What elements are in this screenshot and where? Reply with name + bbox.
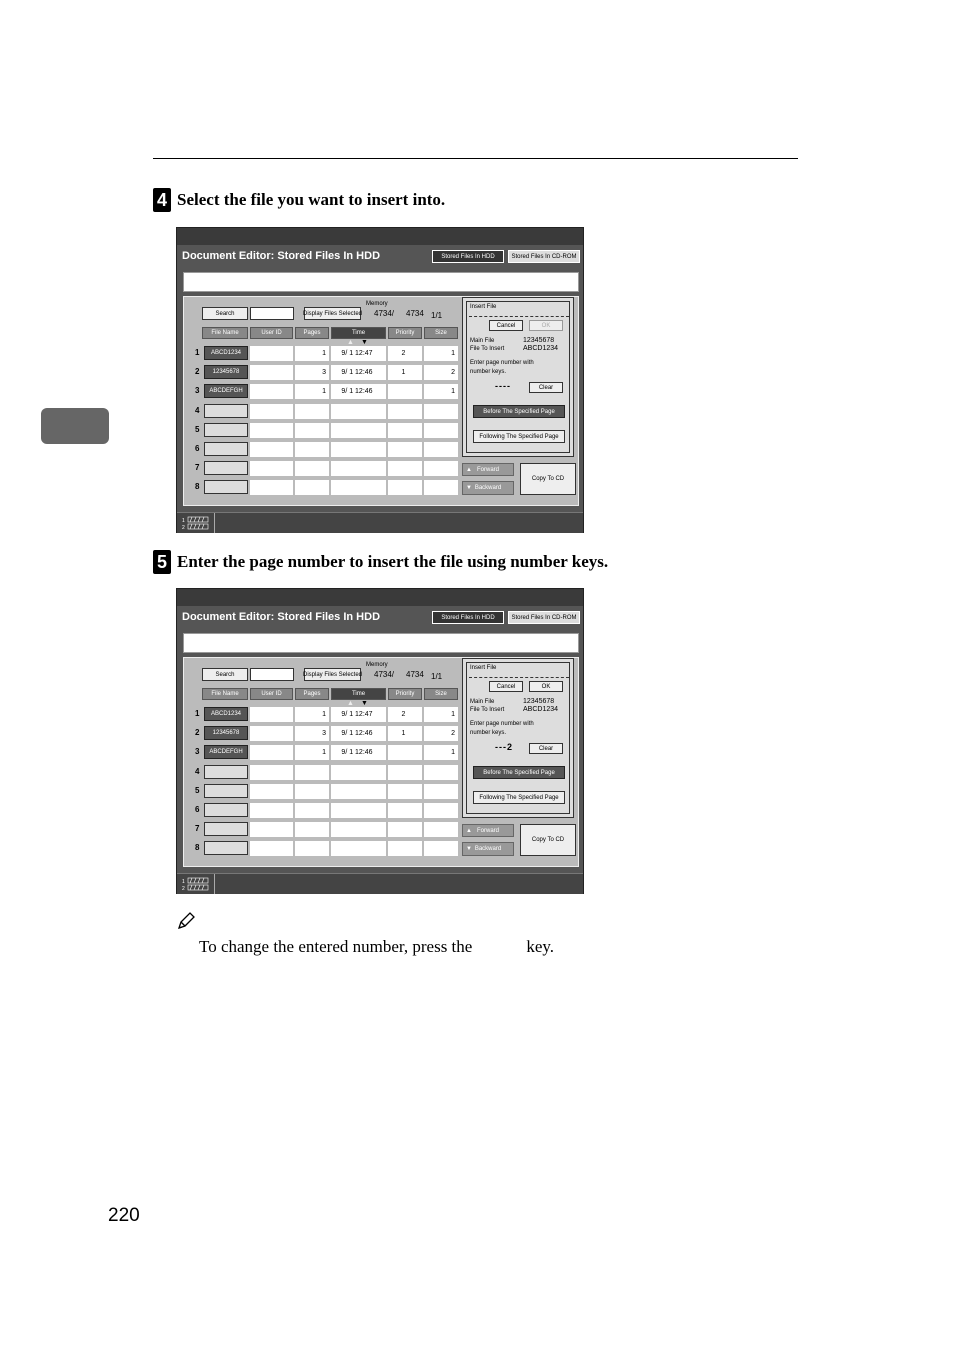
size-cell: 2	[424, 365, 458, 380]
size-cell: 1	[424, 707, 458, 722]
file-name-button[interactable]	[204, 765, 248, 779]
enter-page-instruction-1: Enter page number with	[470, 360, 534, 366]
pages-cell: 1	[295, 346, 329, 361]
following-specified-page-button[interactable]: Following The Specified Page	[473, 791, 565, 804]
up-arrow-icon: ▲	[466, 827, 472, 834]
priority-cell: 2	[388, 707, 422, 722]
pages-cell	[295, 423, 329, 438]
up-arrow-icon: ▲	[466, 466, 472, 473]
svg-text:2: 2	[182, 525, 185, 530]
priority-cell	[388, 404, 422, 419]
priority-cell	[388, 784, 422, 799]
col-time[interactable]: Time	[331, 327, 386, 339]
row-number: 3	[195, 747, 200, 757]
file-name-button[interactable]	[204, 442, 248, 456]
user-id-cell	[250, 423, 293, 438]
tray-status-icon	[181, 516, 209, 530]
stored-files-cdrom-button[interactable]: Stored Files In CD-ROM	[508, 611, 580, 624]
pages-cell: 1	[295, 745, 329, 760]
file-name-button[interactable]: 12345678	[204, 365, 248, 379]
search-input[interactable]	[250, 307, 294, 320]
memory-total: 4734	[406, 670, 424, 679]
step-number: 4	[153, 188, 171, 212]
priority-cell	[388, 442, 422, 457]
down-arrow-icon: ▼	[466, 485, 472, 491]
user-id-cell	[250, 480, 293, 495]
note-text-before: To change the entered number, press the	[199, 937, 473, 956]
pages-cell	[295, 480, 329, 495]
file-name-button[interactable]	[204, 784, 248, 798]
status-bar	[177, 873, 583, 894]
file-name-button[interactable]: ABCDEFGH	[204, 384, 248, 398]
tray-status-icon	[181, 877, 209, 891]
stored-files-hdd-button[interactable]: Stored Files In HDD	[432, 250, 504, 263]
col-time[interactable]: Time	[331, 688, 386, 700]
memory-value: 4734/	[374, 670, 395, 679]
file-name-button[interactable]: ABCD1234	[204, 707, 248, 721]
priority-cell	[388, 461, 422, 476]
table-row[interactable]	[195, 383, 460, 400]
priority-cell: 1	[388, 365, 422, 380]
table-row[interactable]	[195, 364, 460, 381]
search-button[interactable]: Search	[202, 307, 248, 320]
page-indicator: 1/1	[431, 311, 443, 320]
time-cell: 9/ 1 12:46	[331, 726, 386, 741]
page-number-entry[interactable]: ---2	[495, 742, 513, 752]
insert-file-dialog	[462, 658, 574, 818]
pages-cell	[295, 822, 329, 837]
main-file-label: Main File	[470, 699, 495, 705]
size-cell	[424, 803, 458, 818]
before-specified-page-button[interactable]: Before The Specified Page	[473, 766, 565, 779]
col-pages[interactable]: Pages	[295, 688, 329, 700]
screen-step-5	[176, 588, 584, 894]
memory-label: Memory	[366, 301, 388, 307]
row-number: 6	[195, 444, 200, 453]
memory-label: Memory	[366, 662, 388, 668]
backward-button[interactable]	[462, 481, 514, 495]
pages-cell: 1	[295, 707, 329, 722]
backward-label: Backward	[474, 485, 502, 491]
file-name-button[interactable]: ABCDEFGH	[204, 745, 248, 759]
priority-cell	[388, 745, 422, 760]
table-row[interactable]	[195, 821, 460, 838]
pages-cell	[295, 765, 329, 780]
stored-files-hdd-button[interactable]: Stored Files In HDD	[432, 611, 504, 624]
size-cell	[424, 784, 458, 799]
insert-file-dialog	[462, 297, 574, 457]
svg-text:1: 1	[182, 518, 185, 524]
col-priority[interactable]: Priority	[388, 688, 422, 700]
step-5	[153, 550, 608, 574]
forward-label: Forward	[476, 466, 499, 473]
priority-cell	[388, 822, 422, 837]
search-input[interactable]	[250, 668, 294, 681]
user-id-cell	[250, 841, 293, 856]
table-row[interactable]	[195, 460, 460, 477]
file-name-button[interactable]	[204, 423, 248, 437]
user-id-cell	[250, 384, 293, 399]
time-cell	[331, 803, 386, 818]
time-cell: 9/ 1 12:47	[331, 346, 386, 361]
page-number-entry[interactable]: ----	[495, 381, 511, 391]
backward-button[interactable]	[462, 842, 514, 856]
cancel-button[interactable]: Cancel	[489, 681, 523, 692]
file-name-button[interactable]: ABCD1234	[204, 346, 248, 360]
status-bar	[177, 512, 583, 533]
time-cell	[331, 765, 386, 780]
user-id-cell	[250, 745, 293, 760]
user-id-cell	[250, 726, 293, 741]
file-name-button[interactable]	[204, 480, 248, 494]
user-id-cell	[250, 707, 293, 722]
file-name-button[interactable]	[204, 803, 248, 817]
row-number: 7	[195, 824, 200, 834]
forward-button[interactable]	[462, 824, 514, 837]
time-cell	[331, 423, 386, 438]
enter-page-instruction-2: number keys.	[470, 369, 507, 375]
col-user-id[interactable]: User ID	[250, 327, 293, 339]
step-text: Enter the page number to insert the file using number keys.	[177, 552, 609, 571]
main-file-value: 12345678	[523, 698, 555, 705]
file-to-insert-value: ABCD1234	[523, 345, 559, 352]
user-id-cell	[250, 442, 293, 457]
col-file-name[interactable]: File Name	[202, 688, 248, 700]
stored-files-cdrom-button[interactable]: Stored Files In CD-ROM	[508, 250, 580, 263]
time-cell	[331, 784, 386, 799]
pages-cell: 3	[295, 726, 329, 741]
page-indicator: 1/1	[431, 672, 443, 681]
row-number: 4	[195, 405, 200, 415]
row-number: 2	[195, 728, 200, 738]
table-row[interactable]	[195, 403, 460, 420]
table-row[interactable]	[195, 802, 460, 819]
col-size[interactable]: Size	[424, 327, 458, 339]
pages-cell	[295, 803, 329, 818]
priority-cell: 1	[388, 726, 422, 741]
col-user-id[interactable]: User ID	[250, 688, 293, 700]
size-cell	[424, 442, 458, 457]
row-number: 7	[195, 463, 200, 473]
display-files-selected-button[interactable]: Display Files Selected	[304, 668, 361, 681]
ok-button[interactable]: OK	[529, 320, 563, 331]
pages-cell	[295, 784, 329, 799]
pages-cell: 3	[295, 365, 329, 380]
row-number: 4	[195, 766, 200, 776]
col-size[interactable]: Size	[424, 688, 458, 700]
size-cell	[424, 765, 458, 780]
table-row[interactable]	[195, 422, 460, 439]
sort-ascending-icon: ▲	[347, 339, 354, 346]
priority-cell	[388, 384, 422, 399]
user-id-cell	[250, 346, 293, 361]
before-specified-page-button[interactable]: Before The Specified Page	[473, 405, 565, 418]
table-row[interactable]	[195, 345, 460, 362]
main-file-value: 12345678	[523, 337, 555, 344]
user-id-cell	[250, 765, 293, 780]
user-id-cell	[250, 365, 293, 380]
size-cell	[424, 461, 458, 476]
time-cell: 9/ 1 12:46	[331, 745, 386, 760]
file-name-button[interactable]: 12345678	[204, 726, 248, 740]
size-cell: 1	[424, 384, 458, 399]
size-cell: 2	[424, 726, 458, 741]
cancel-button[interactable]: Cancel	[489, 320, 523, 331]
table-row[interactable]	[195, 479, 460, 496]
row-number: 1	[195, 348, 200, 357]
table-row[interactable]	[195, 706, 460, 723]
pages-cell	[295, 461, 329, 476]
user-id-cell	[250, 404, 293, 419]
memory-total: 4734	[406, 309, 424, 318]
size-cell	[424, 841, 458, 856]
row-number: 8	[195, 843, 200, 853]
step-text: Select the file you want to insert into.	[177, 190, 446, 209]
time-cell	[331, 841, 386, 856]
time-cell: 9/ 1 12:47	[331, 707, 386, 722]
table-row[interactable]	[195, 764, 460, 781]
sort-descending-icon: ▼	[361, 339, 368, 346]
clear-button[interactable]: Clear	[529, 382, 563, 393]
col-file-name[interactable]: File Name	[202, 327, 248, 339]
row-number: 8	[195, 482, 200, 492]
file-to-insert-label: File To Insert	[470, 707, 505, 713]
file-name-button[interactable]	[204, 841, 248, 855]
down-arrow-icon: ▼	[466, 846, 472, 852]
enter-page-instruction-2: number keys.	[470, 730, 507, 736]
col-pages[interactable]: Pages	[295, 327, 329, 339]
clear-button[interactable]: Clear	[529, 743, 563, 754]
size-cell	[424, 822, 458, 837]
copy-to-cd-button[interactable]: Copy To CD	[520, 824, 576, 856]
table-row[interactable]	[195, 744, 460, 761]
pages-cell	[295, 404, 329, 419]
user-id-cell	[250, 784, 293, 799]
time-cell: 9/ 1 12:46	[331, 384, 386, 399]
step-number: 5	[153, 550, 171, 574]
file-name-button[interactable]	[204, 461, 248, 475]
time-cell	[331, 442, 386, 457]
chapter-tab-marker	[41, 408, 109, 444]
row-number: 5	[195, 785, 200, 795]
page-number: 220	[108, 1205, 140, 1226]
table-row[interactable]	[195, 783, 460, 800]
priority-cell	[388, 423, 422, 438]
time-cell	[331, 461, 386, 476]
display-files-selected-button[interactable]: Display Files Selected	[304, 307, 361, 320]
screen-step-4	[176, 227, 584, 533]
following-specified-page-button[interactable]: Following The Specified Page	[473, 430, 565, 443]
svg-text:1: 1	[182, 879, 185, 885]
forward-button[interactable]	[462, 463, 514, 476]
table-row[interactable]	[195, 725, 460, 742]
priority-cell: 2	[388, 346, 422, 361]
row-number: 5	[195, 424, 200, 434]
screen-top-bar	[177, 589, 583, 606]
note-text	[199, 937, 554, 957]
note-text-after: key.	[526, 937, 555, 956]
note-pencil-icon	[177, 912, 195, 930]
time-cell	[331, 822, 386, 837]
backward-label: Backward	[474, 846, 502, 852]
sort-descending-icon: ▼	[361, 700, 368, 707]
row-number: 6	[195, 805, 200, 814]
table-row[interactable]	[195, 441, 460, 458]
file-to-insert-label: File To Insert	[470, 346, 505, 352]
size-cell	[424, 480, 458, 495]
row-number: 2	[195, 367, 200, 377]
priority-cell	[388, 480, 422, 495]
priority-cell	[388, 803, 422, 818]
user-id-cell	[250, 461, 293, 476]
time-cell	[331, 404, 386, 419]
forward-label: Forward	[476, 827, 499, 834]
size-cell: 1	[424, 346, 458, 361]
sort-ascending-icon: ▲	[347, 700, 354, 707]
priority-cell	[388, 841, 422, 856]
header-rule	[153, 158, 798, 159]
row-number: 3	[195, 386, 200, 396]
search-button[interactable]: Search	[202, 668, 248, 681]
user-id-cell	[250, 803, 293, 818]
pages-cell: 1	[295, 384, 329, 399]
memory-value: 4734/	[374, 309, 395, 318]
pages-cell	[295, 841, 329, 856]
ok-button[interactable]: OK	[529, 681, 563, 692]
screen-top-bar	[177, 228, 583, 245]
file-name-button[interactable]	[204, 822, 248, 836]
pages-cell	[295, 442, 329, 457]
file-name-button[interactable]	[204, 404, 248, 418]
user-id-cell	[250, 822, 293, 837]
insert-file-title: Insert File	[470, 304, 497, 310]
row-number: 1	[195, 709, 200, 718]
main-file-label: Main File	[470, 338, 495, 344]
file-list-panel	[183, 296, 579, 506]
col-priority[interactable]: Priority	[388, 327, 422, 339]
svg-text:2: 2	[182, 886, 185, 891]
message-bar	[183, 633, 579, 653]
time-cell: 9/ 1 12:46	[331, 365, 386, 380]
size-cell	[424, 423, 458, 438]
copy-to-cd-button[interactable]: Copy To CD	[520, 463, 576, 495]
priority-cell	[388, 765, 422, 780]
message-bar	[183, 272, 579, 292]
file-to-insert-value: ABCD1234	[523, 706, 559, 713]
size-cell	[424, 404, 458, 419]
enter-page-instruction-1: Enter page number with	[470, 721, 534, 727]
insert-file-title: Insert File	[470, 665, 497, 671]
size-cell: 1	[424, 745, 458, 760]
time-cell	[331, 480, 386, 495]
table-row[interactable]	[195, 840, 460, 857]
step-4	[153, 188, 445, 212]
screen-title: Document Editor: Stored Files In HDD	[182, 611, 381, 623]
screen-title: Document Editor: Stored Files In HDD	[182, 250, 381, 262]
file-list-panel	[183, 657, 579, 867]
